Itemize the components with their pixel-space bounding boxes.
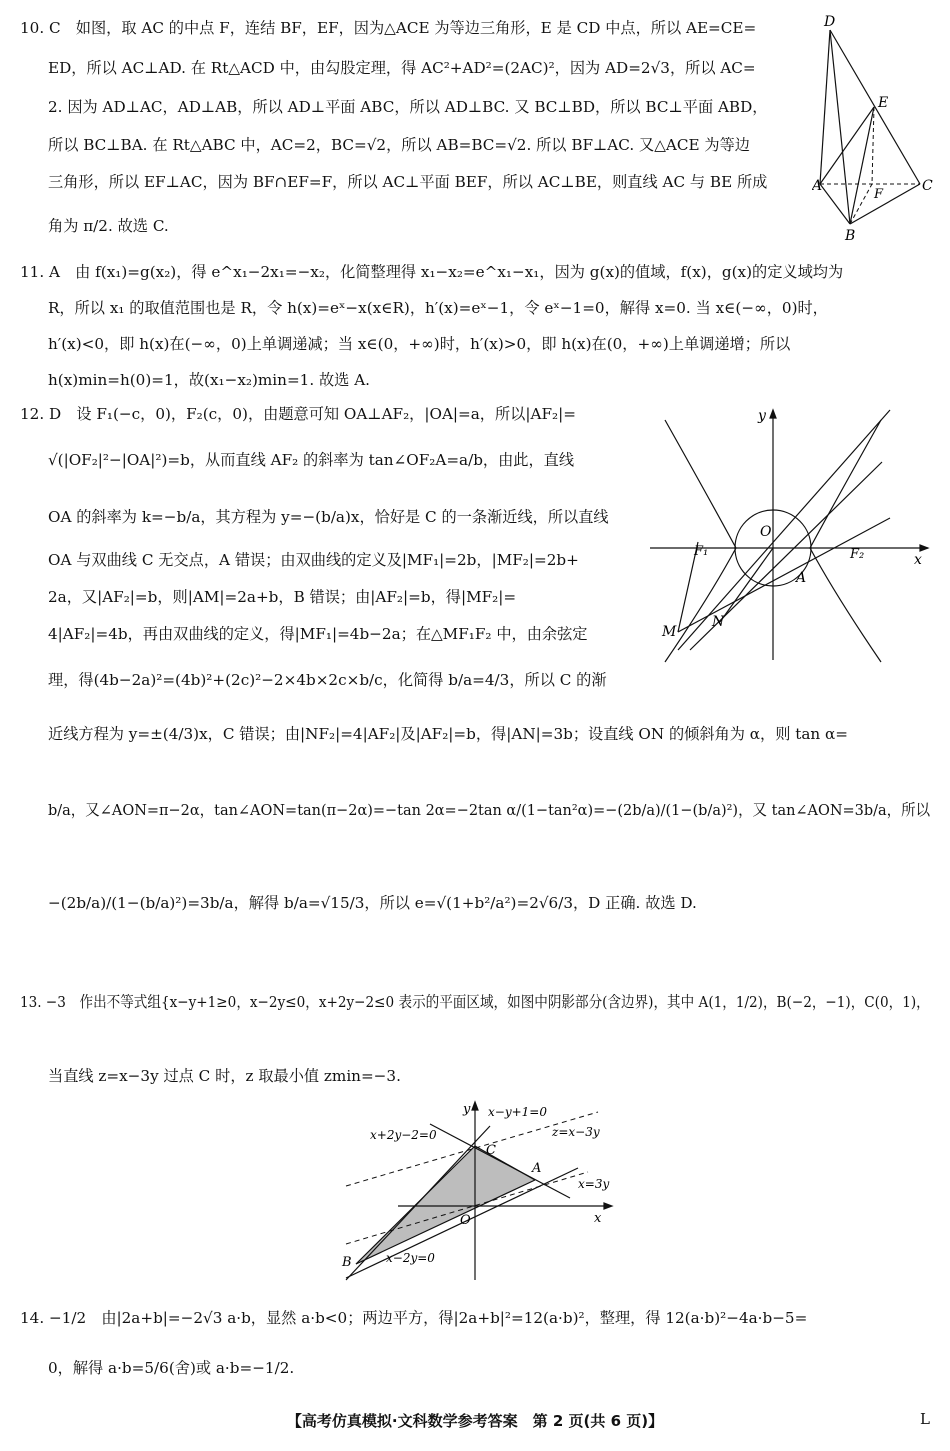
text-line: ED，所以 AC⊥AD. 在 Rt△ACD 中，由勾股定理，得 AC²+AD²=(2AC)²，因为 AD=2√3，所以 AC= <box>48 59 756 77</box>
label-F2: F₂ <box>850 547 865 562</box>
label-M: M <box>662 624 677 640</box>
figure-q13-region <box>338 1098 628 1283</box>
text-line: OA 的斜率为 k=−b/a，其方程为 y=−(b/a)x，恰好是 C 的一条渐近线，所以直线 <box>48 508 609 526</box>
label-F1: F₁ <box>694 544 709 559</box>
label-C: C <box>922 178 933 194</box>
label-F: F <box>874 187 884 202</box>
label-O: O <box>460 1213 471 1228</box>
text-line: 角为 π/2. 故选 C. <box>48 217 169 235</box>
text-line: 近线方程为 y=±(4/3)x，C 错误；由|NF₂|=4|AF₂|及|AF₂|=b，得|AN|=3b；设直线 ON 的倾斜角为 α，则 tan α= <box>48 725 848 743</box>
label-B: B <box>845 228 856 244</box>
text-line: OA 与双曲线 C 无交点，A 错误；由双曲线的定义及|MF₁|=2b，|MF₂|=2b+ <box>48 551 579 569</box>
line-label-x=3y: x=3y <box>578 1177 610 1191</box>
text-line: √(|OF₂|²−|OA|²)=b，从而直线 AF₂ 的斜率为 tan∠OF₂A=a/b，由此，直线 <box>48 451 575 469</box>
text-line: 13. −3 作出不等式组{x−y+1≥0，x−2y≤0，x+2y−2≤0 表示的平面区域，如图中阴影部分(含边界)，其中 A(1，1/2)，B(−2，−1)，C(0，1)， <box>20 993 930 1011</box>
text-line: 12. D 设 F₁(−c，0)，F₂(c，0)，由题意可知 OA⊥AF₂，|OA|=a，所以|AF₂|= <box>20 405 576 423</box>
text-line: b/a，又∠AON=π−2α，tan∠AON=tan(π−2α)=−tan 2α=−2tan α/(1−tan²α)=−(2b/a)/(1−(b/a)²)，又 tan∠AON=3b/a，所以 <box>48 801 931 819</box>
label-A: A <box>796 570 807 586</box>
text-line: 4|AF₂|=4b，再由双曲线的定义，得|MF₁|=4b−2a；在△MF₁F₂ 中，由余弦定 <box>48 625 588 643</box>
label-D: D <box>824 14 836 30</box>
label-B: B <box>342 1255 352 1270</box>
label-A: A <box>532 1161 542 1176</box>
label-C: C <box>486 1143 496 1158</box>
text-line: h(x)min=h(0)=1，故(x₁−x₂)min=1. 故选 A. <box>48 371 370 389</box>
corner-mark: L <box>920 1410 930 1428</box>
label-x: x <box>594 1211 602 1226</box>
line-label-x+2y-2: x+2y−2=0 <box>370 1128 437 1142</box>
text-line: R，所以 x₁ 的取值范围也是 R，令 h(x)=eˣ−x(x∈R)，h′(x)=eˣ−1，令 eˣ−1=0，解得 x=0. 当 x∈(−∞，0)时， <box>48 299 828 317</box>
page-footer: 【高考仿真模拟·文科数学参考答案 第 2 页(共 6 页)】 <box>286 1412 664 1430</box>
text-line: 当直线 z=x−3y 过点 C 时，z 取最小值 zmin=−3. <box>48 1067 401 1085</box>
text-line: 10. C 如图，取 AC 的中点 F，连结 BF，EF，因为△ACE 为等边三角形，E 是 CD 中点，所以 AE=CE= <box>20 19 757 37</box>
text-line: 三角形，所以 EF⊥AC，因为 BF∩EF=F，所以 AC⊥平面 BEF，所以 AC⊥BE，则直线 AC 与 BE 所成 <box>48 173 768 191</box>
figure-q12-hyperbola <box>650 400 940 665</box>
label-E: E <box>878 95 889 111</box>
text-line: 14. −1/2 由|2a+b|=−2√3 a·b，显然 a·b<0；两边平方，得|2a+b|²=12(a·b)²，整理，得 12(a·b)²−4a·b−5= <box>20 1309 808 1327</box>
label-x: x <box>914 552 922 568</box>
text-line: 11. A 由 f(x₁)=g(x₂)，得 e^x₁−2x₁=−x₂，化简整理得 x₁−x₂=e^x₁−x₁，因为 g(x)的值域，f(x)，g(x)的定义域均为 <box>20 263 844 281</box>
text-line: h′(x)<0，即 h(x)在(−∞，0)上单调递减；当 x∈(0，+∞)时，h′(x)>0，即 h(x)在(0，+∞)上单调递增；所以 <box>48 335 791 353</box>
figure-q10-tetrahedron <box>812 12 942 247</box>
text-line: 2a，又|AF₂|=b，则|AM|=2a+b，B 错误；由|AF₂|=b，得|MF₂|= <box>48 588 517 606</box>
text-line: −(2b/a)/(1−(b/a)²)=3b/a，解得 b/a=√15/3，所以 e=√(1+b²/a²)=2√6/3，D 正确. 故选 D. <box>48 894 697 912</box>
label-y: y <box>758 408 766 424</box>
text-line: 理，得(4b−2a)²=(4b)²+(2c)²−2×4b×2c×b/c，化简得 b/a=4/3，所以 C 的渐 <box>48 671 607 689</box>
text-line: 2. 因为 AD⊥AC，AD⊥AB，所以 AD⊥平面 ABC，所以 AD⊥BC. 又 BC⊥BD，所以 BC⊥平面 ABD， <box>48 98 768 116</box>
label-N: N <box>712 614 725 630</box>
line-label-x-2y: x−2y=0 <box>386 1251 435 1265</box>
line-label-z: z=x−3y <box>552 1125 600 1139</box>
label-y: y <box>463 1102 471 1117</box>
label-O: O <box>760 524 772 540</box>
text-line: 0，解得 a·b=5/6(舍)或 a·b=−1/2. <box>48 1359 295 1377</box>
line-label-x-y+1: x−y+1=0 <box>488 1105 547 1119</box>
label-A: A <box>812 178 823 194</box>
text-line: 所以 BC⊥BA. 在 Rt△ABC 中，AC=2，BC=√2，所以 AB=BC=√2. 所以 BF⊥AC. 又△ACE 为等边 <box>48 136 750 154</box>
